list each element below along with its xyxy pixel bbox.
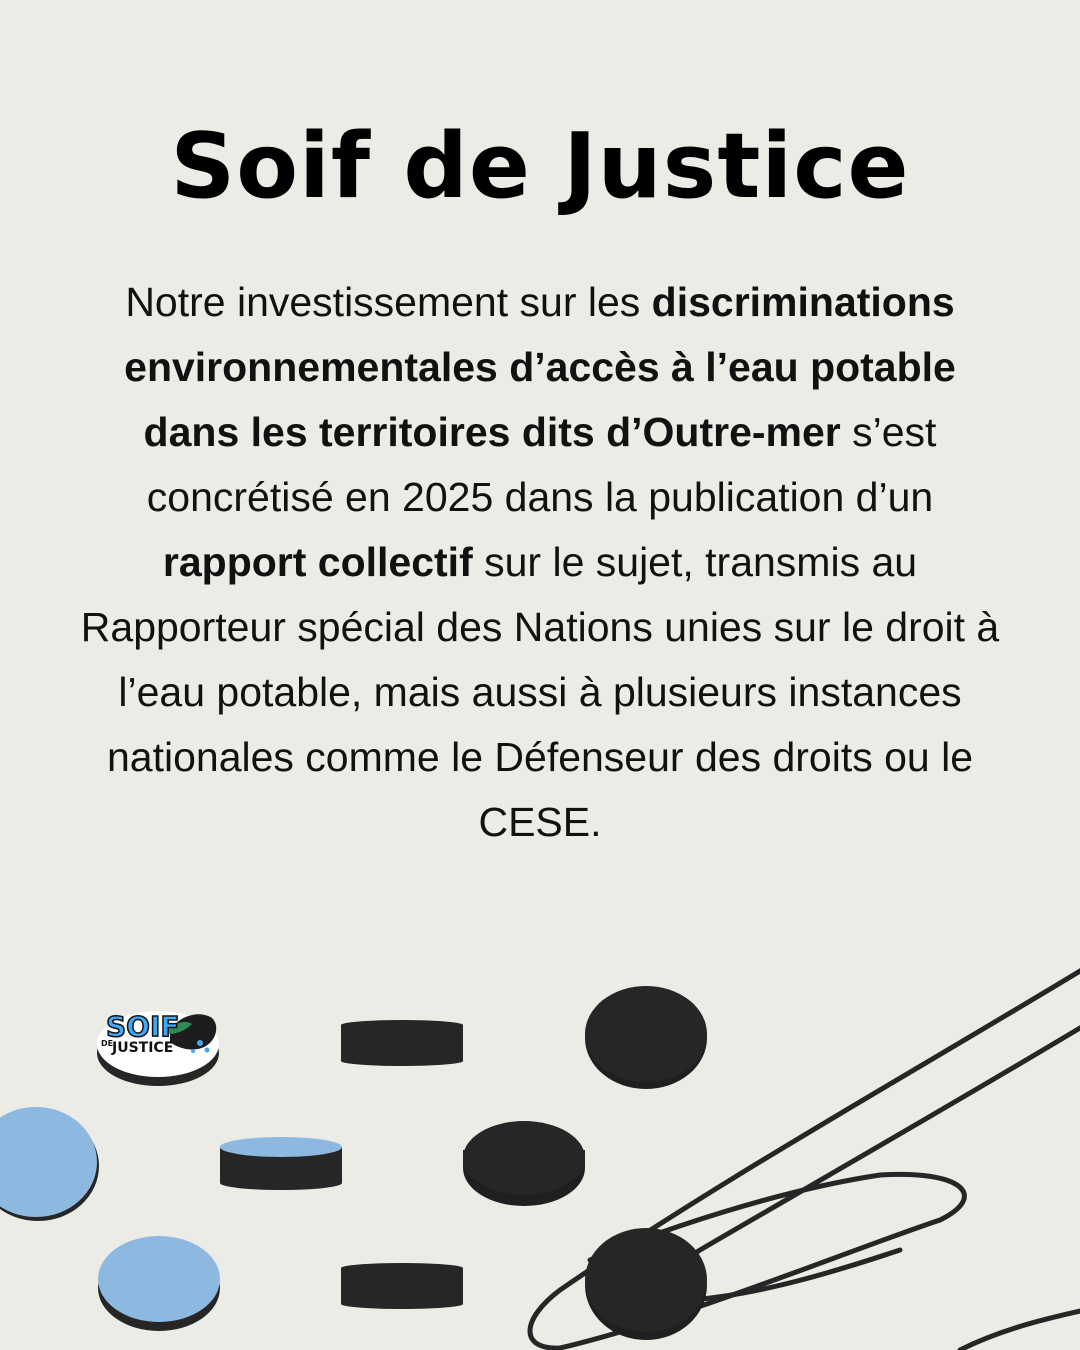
logo-text-de: DE	[101, 1039, 114, 1048]
paragraph-bold-2: rapport collectif	[162, 539, 473, 585]
page-title: Soif de Justice	[170, 114, 910, 219]
logo-text-soif: SOIF	[106, 1010, 180, 1043]
paragraph-text-1: Notre investissement sur les	[125, 279, 652, 325]
paragraph-text-3: sur le sujet, transmis au Rapporteur spécial des Nations unies sur le droit à l’eau potable, mais aussi à plusieurs instances nationales comme le Défenseur des droits ou le CESE.	[80, 539, 1000, 845]
logo-text-justice: JUSTICE	[112, 1040, 174, 1056]
paragraph-text-2: s’est concrétisé en 2025 dans la publication d’un	[146, 409, 937, 520]
paragraph-bold-1: discriminations environnementales d’accès à l’eau potable dans les territoires dits d’Outre-mer	[124, 279, 956, 455]
